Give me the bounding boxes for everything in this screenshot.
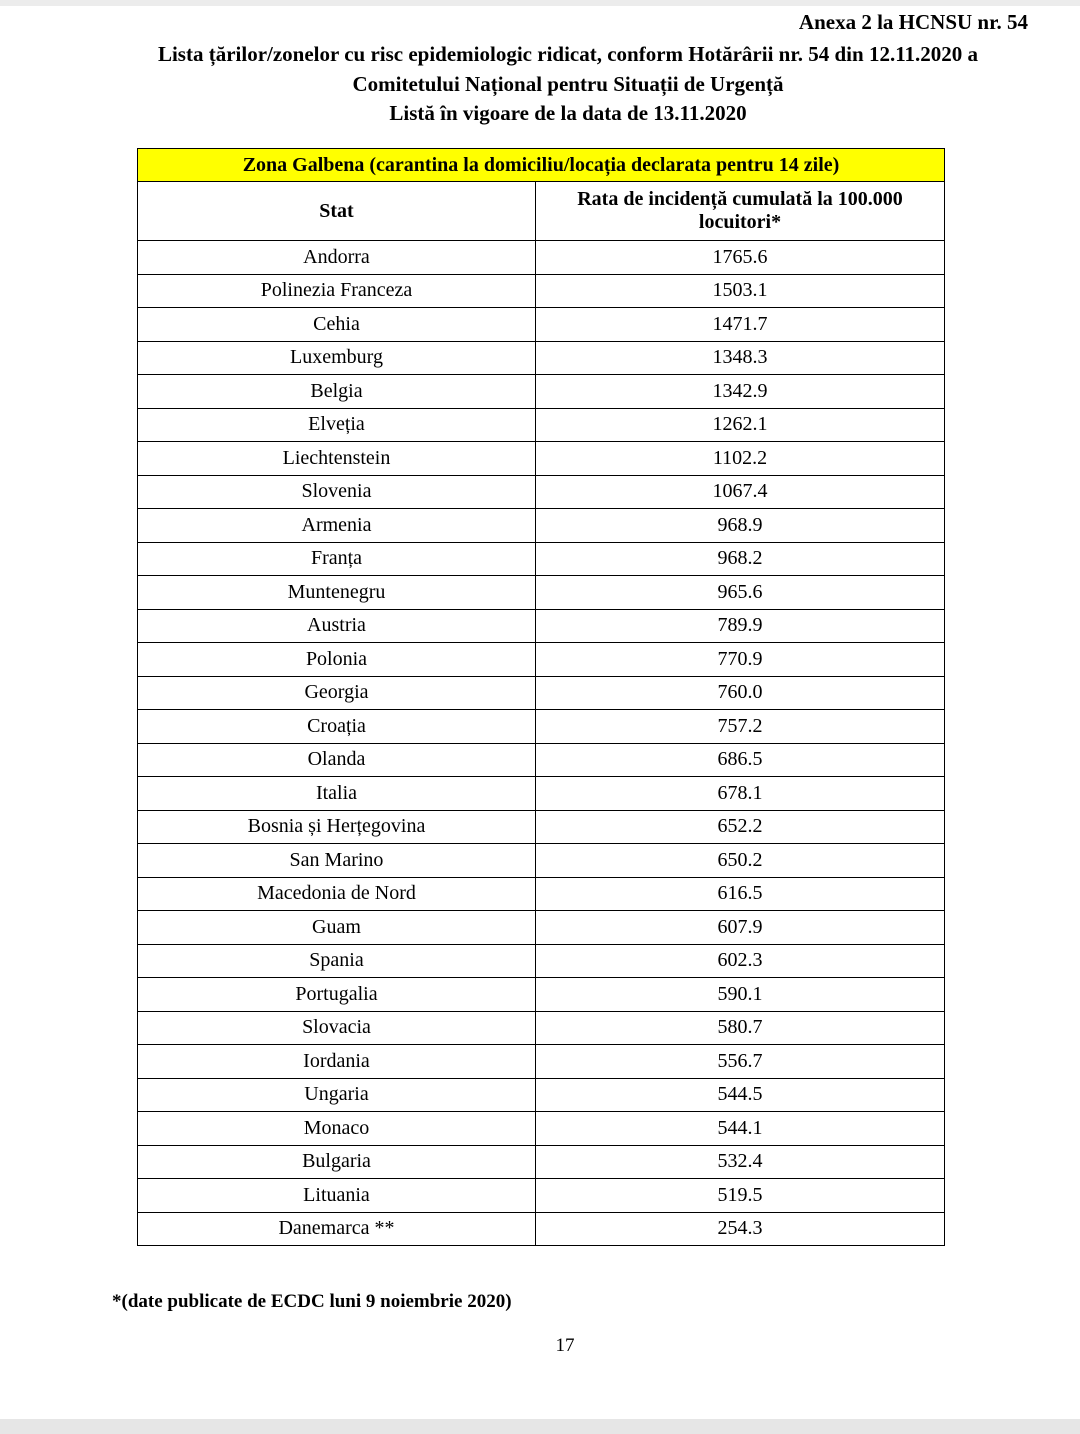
annex-reference: Anexa 2 la HCNSU nr. 54 — [798, 10, 1028, 34]
table-row — [138, 576, 945, 610]
table-row — [138, 1179, 945, 1213]
table-row — [138, 911, 945, 945]
table-row — [138, 1011, 945, 1045]
rate-cell: 1348.3 — [536, 341, 945, 375]
country-cell: Luxemburg — [138, 341, 536, 375]
rate-cell: 519.5 — [536, 1179, 945, 1213]
country-cell: Spania — [138, 944, 536, 978]
table-row — [138, 1212, 945, 1246]
country-cell: Ungaria — [138, 1078, 536, 1112]
table-row — [138, 777, 945, 811]
rate-cell: 532.4 — [536, 1145, 945, 1179]
rate-cell: 1342.9 — [536, 375, 945, 409]
top-border-strip — [0, 0, 1080, 6]
rate-cell: 1067.4 — [536, 475, 945, 509]
table-row — [138, 375, 945, 409]
country-cell: Polonia — [138, 643, 536, 677]
country-cell: Austria — [138, 609, 536, 643]
bottom-border-strip — [0, 1419, 1080, 1434]
table-row — [138, 274, 945, 308]
country-cell: Lituania — [138, 1179, 536, 1213]
country-cell: Bosnia și Herțegovina — [138, 810, 536, 844]
rate-cell: 580.7 — [536, 1011, 945, 1045]
country-cell: Slovacia — [138, 1011, 536, 1045]
footnote: *(date publicate de ECDC luni 9 noiembrie 2020) — [112, 1291, 512, 1312]
table-row — [138, 408, 945, 442]
country-cell: Cehia — [138, 308, 536, 342]
country-cell: Iordania — [138, 1045, 536, 1079]
country-cell: Croația — [138, 710, 536, 744]
country-cell: Polinezia Franceza — [138, 274, 536, 308]
rate-cell: 965.6 — [536, 576, 945, 610]
rate-cell: 760.0 — [536, 676, 945, 710]
rate-cell: 1262.1 — [536, 408, 945, 442]
column-header-stat: Stat — [138, 182, 536, 241]
table-row — [138, 810, 945, 844]
rate-cell: 1471.7 — [536, 308, 945, 342]
column-header-rate: Rata de incidență cumulată la 100.000 locuitori* — [536, 182, 945, 241]
country-cell: Muntenegru — [138, 576, 536, 610]
country-cell: Belgia — [138, 375, 536, 409]
table-row — [138, 341, 945, 375]
country-cell: Armenia — [138, 509, 536, 543]
country-cell: Franța — [138, 542, 536, 576]
country-cell: Italia — [138, 777, 536, 811]
table-row — [138, 542, 945, 576]
rate-cell: 1503.1 — [536, 274, 945, 308]
table-row — [138, 944, 945, 978]
table-row — [138, 877, 945, 911]
rate-cell: 602.3 — [536, 944, 945, 978]
table-row — [138, 978, 945, 1012]
table-row — [138, 844, 945, 878]
rate-cell: 556.7 — [536, 1045, 945, 1079]
rate-cell: 590.1 — [536, 978, 945, 1012]
table-row — [138, 710, 945, 744]
table-row — [138, 643, 945, 677]
country-cell: Olanda — [138, 743, 536, 777]
document-title-line-3: Listă în vigoare de la data de 13.11.2020 — [389, 101, 747, 125]
column-header-row — [138, 182, 945, 241]
rate-cell: 757.2 — [536, 710, 945, 744]
table-row — [138, 308, 945, 342]
country-cell: Danemarca ** — [138, 1212, 536, 1246]
rate-cell: 770.9 — [536, 643, 945, 677]
rate-cell: 254.3 — [536, 1212, 945, 1246]
table-row — [138, 442, 945, 476]
country-cell: Portugalia — [138, 978, 536, 1012]
rate-cell: 650.2 — [536, 844, 945, 878]
country-cell: San Marino — [138, 844, 536, 878]
country-cell: Elveția — [138, 408, 536, 442]
rate-cell: 968.2 — [536, 542, 945, 576]
rate-cell: 544.1 — [536, 1112, 945, 1146]
rate-cell: 686.5 — [536, 743, 945, 777]
table-row — [138, 1112, 945, 1146]
table-row — [138, 743, 945, 777]
rate-cell: 652.2 — [536, 810, 945, 844]
table-row — [138, 241, 945, 275]
rate-cell: 607.9 — [536, 911, 945, 945]
rate-cell: 1102.2 — [536, 442, 945, 476]
document-title-line-2: Comitetului Național pentru Situații de Urgență — [352, 72, 784, 96]
table-row — [138, 1045, 945, 1079]
table-row — [138, 509, 945, 543]
rate-cell: 1765.6 — [536, 241, 945, 275]
rate-cell: 968.9 — [536, 509, 945, 543]
table-row — [138, 676, 945, 710]
table-row — [138, 1145, 945, 1179]
rate-cell: 616.5 — [536, 877, 945, 911]
country-incidence-table — [137, 148, 945, 1246]
country-cell: Macedonia de Nord — [138, 877, 536, 911]
country-cell: Guam — [138, 911, 536, 945]
zone-header-row — [138, 149, 945, 182]
table-row — [138, 609, 945, 643]
page-number: 17 — [555, 1335, 575, 1356]
country-cell: Andorra — [138, 241, 536, 275]
rate-cell: 678.1 — [536, 777, 945, 811]
country-cell: Monaco — [138, 1112, 536, 1146]
country-cell: Georgia — [138, 676, 536, 710]
country-cell: Bulgaria — [138, 1145, 536, 1179]
table-row — [138, 1078, 945, 1112]
table-row — [138, 475, 945, 509]
country-cell: Slovenia — [138, 475, 536, 509]
rate-cell: 544.5 — [536, 1078, 945, 1112]
rate-cell: 789.9 — [536, 609, 945, 643]
zone-title: Zona Galbena (carantina la domiciliu/locația declarata pentru 14 zile) — [138, 149, 945, 182]
country-cell: Liechtenstein — [138, 442, 536, 476]
document-title-line-1: Lista țărilor/zonelor cu risc epidemiologic ridicat, conform Hotărârii nr. 54 din 12.11.2020 a — [157, 42, 979, 66]
